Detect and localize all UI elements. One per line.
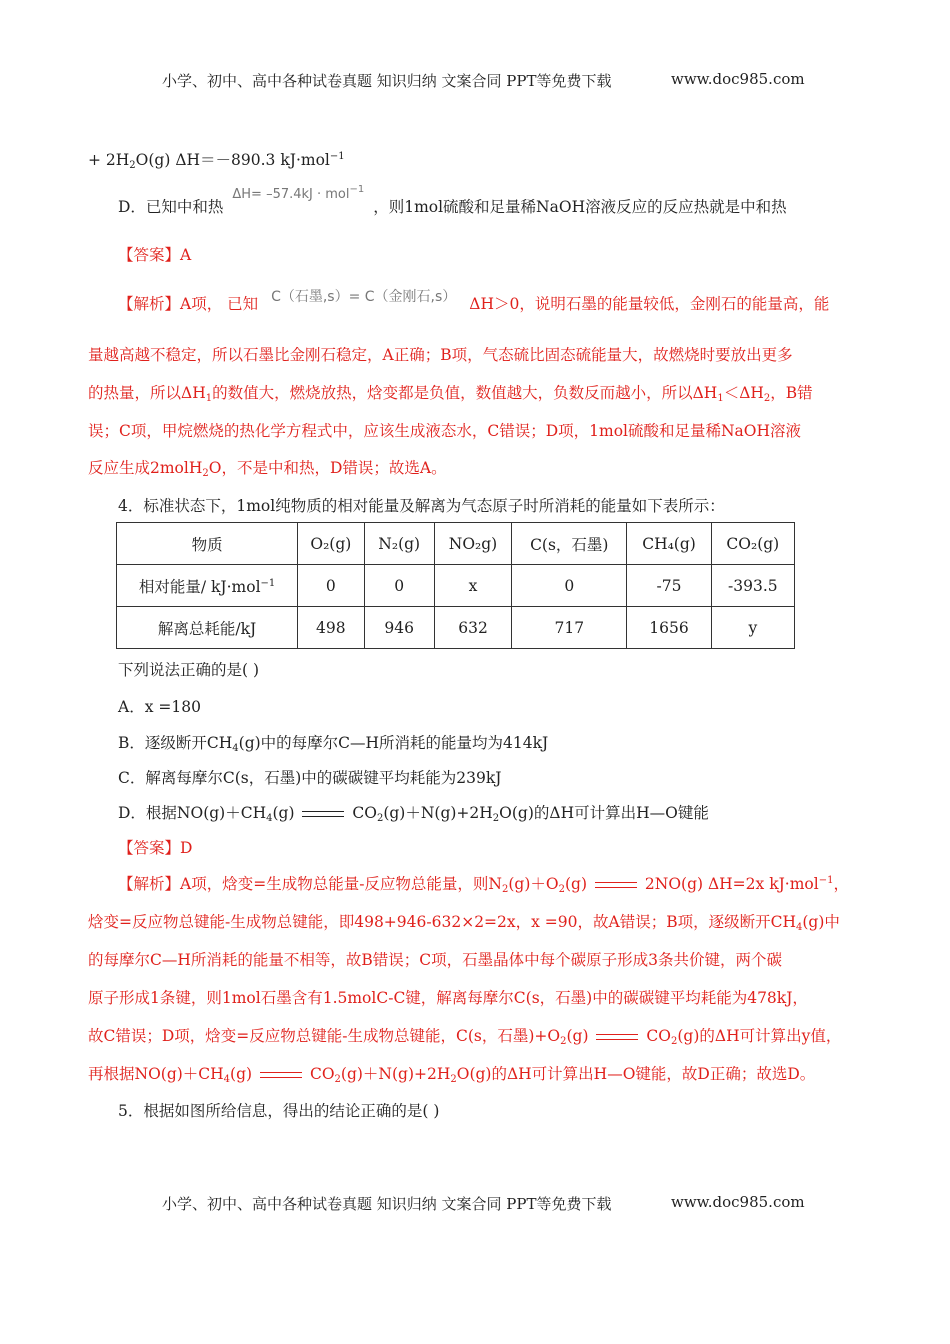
q4-analysis-line-2: 焓变=反应物总键能-生成物总键能，即498+946-632×2=2x，x =90，故A错误；B项，逐级断开$CH_4(g)$中	[88, 913, 840, 933]
table-row-label: 相对能量/ kJ·mol$^{-1}$	[117, 565, 298, 607]
q3-analysis-line-2: 量越高越不稳定，所以石墨比金刚石稳定，A正确；B项，气态硫比固态硫能量大，故燃烧时要放出更多	[88, 346, 793, 364]
table-cell: 946	[364, 607, 434, 649]
page-footer-url[interactable]: www.doc985.com	[671, 1193, 805, 1211]
q3-analysis-line-4: 误；C项，甲烷燃烧的热化学方程式中，应该生成液态水，C错误；D项，1mol硫酸和足量稀NaOH溶液	[88, 422, 802, 440]
table-cell: 717	[512, 607, 627, 649]
q4-option-b: B．逐级断开$CH_4(g)$中的每摩尔C—H所消耗的能量均为414kJ	[118, 734, 549, 754]
equilibrium-arrow-icon	[595, 880, 637, 890]
q4-prompt: 下列说法正确的是( )	[118, 661, 260, 679]
table-cell: x	[434, 565, 511, 607]
table-cell: 0	[364, 565, 434, 607]
table-cell: 498	[298, 607, 364, 649]
q4-option-c: C．解离每摩尔C(s，石墨)中的碳碳键平均耗能为239kJ	[118, 769, 502, 787]
equilibrium-arrow-icon	[260, 1070, 302, 1080]
q4-analysis-line-3: 的每摩尔C—H所消耗的能量不相等，故B错误；C项，石墨晶体中每个碳原子形成3条共价键，两个碳	[88, 951, 782, 969]
table-row	[117, 565, 795, 607]
q3-answer: 【答案】A	[118, 246, 192, 264]
q4-analysis-line-4: 原子形成1条键，则1mol石墨含有1.5molC-C键，解离每摩尔C(s，石墨)中的碳碳键平均耗能为478kJ，	[88, 989, 808, 1007]
equilibrium-arrow-icon	[596, 1032, 638, 1042]
table-cell: -75	[627, 565, 711, 607]
table-cell: CO₂(g)	[711, 523, 794, 565]
q4-option-d: D．根据$NO(g)+CH_4(g)$ $CO_2(g)+N(g)+2H_2O(g)$的ΔH可计算出H—O键能	[118, 804, 709, 824]
table-cell: 0	[298, 565, 364, 607]
q3-analysis-line-5: 反应生成2molH$_2$O，不是中和热，D错误；故选A。	[88, 459, 447, 479]
page-header-url[interactable]: www.doc985.com	[671, 70, 805, 88]
data-table	[116, 522, 795, 649]
q4-answer: 【答案】D	[118, 839, 193, 857]
q3-analysis-line-1: 【解析】A项， 已知 C（石墨,s）= C（金刚石,s） ΔH＞0，说明石墨的能量较低，金刚石的能量高，能	[118, 292, 829, 314]
q4-option-a: A．x =180	[118, 698, 201, 716]
q3-option-d: D．已知中和热 ΔH= –57.4kJ · mol$^{-1}$ ，则1mol硫酸和足量稀NaOH溶液反应的反应热就是中和热	[118, 184, 787, 216]
page-footer-text: 小学、初中、高中各种试卷真题 知识归纳 文案合同 PPT等免费下载	[162, 1195, 612, 1213]
table-header-row	[117, 523, 795, 565]
equilibrium-arrow-icon	[302, 809, 344, 819]
page-header-text: 小学、初中、高中各种试卷真题 知识归纳 文案合同 PPT等免费下载	[162, 72, 612, 90]
table-row	[117, 607, 795, 649]
table-cell: NO₂g)	[434, 523, 511, 565]
table-row-label: 解离总耗能/kJ	[117, 607, 298, 649]
table-cell: 0	[512, 565, 627, 607]
table-cell: 632	[434, 607, 511, 649]
equation-line: + $2H_2O(g)$ ΔH＝－890.3 kJ·mol$^{-1}$	[88, 151, 345, 171]
table-cell: O₂(g)	[298, 523, 364, 565]
table-cell: 物质	[117, 523, 298, 565]
table-cell: C(s，石墨)	[512, 523, 627, 565]
table-cell: CH₄(g)	[627, 523, 711, 565]
q4-stem: 4．标准状态下，1mol纯物质的相对能量及解离为气态原子时所消耗的能量如下表所示：	[118, 497, 725, 515]
q4-analysis-line-5: 故C错误；D项，焓变=反应物总键能-生成物总键能，C(s，石墨)$+O_2(g)$ $CO_2(g)$的ΔH可计算出y值，	[88, 1027, 842, 1047]
table-cell: N₂(g)	[364, 523, 434, 565]
q4-analysis-line-1: 【解析】A项，焓变=生成物总能量-反应物总能量，则$N_2(g)+O_2(g)$ 2NO(g) ΔH=2x kJ·mol$^{-1}$，	[118, 875, 849, 895]
q3-analysis-line-3: 的热量，所以$\Delta H_1$的数值大，燃烧放热，焓变都是负值，数值越大，负数反而越小，所以$\Delta H_1<\Delta H_2$，B错	[88, 384, 813, 404]
table-cell: y	[711, 607, 794, 649]
q5-stem: 5．根据如图所给信息，得出的结论正确的是( )	[118, 1102, 440, 1120]
table-cell: 1656	[627, 607, 711, 649]
table-cell: -393.5	[711, 565, 794, 607]
q4-analysis-line-6: 再根据$NO(g)+CH_4(g)$ $CO_2(g)+N(g)+2H_2O(g)$的ΔH可计算出H—O键能，故D正确；故选D。	[88, 1065, 816, 1085]
formula-image: ΔH= –57.4kJ · mol$^{-1}$	[232, 184, 365, 202]
formula-image: C（石墨,s）= C（金刚石,s）	[271, 289, 457, 305]
